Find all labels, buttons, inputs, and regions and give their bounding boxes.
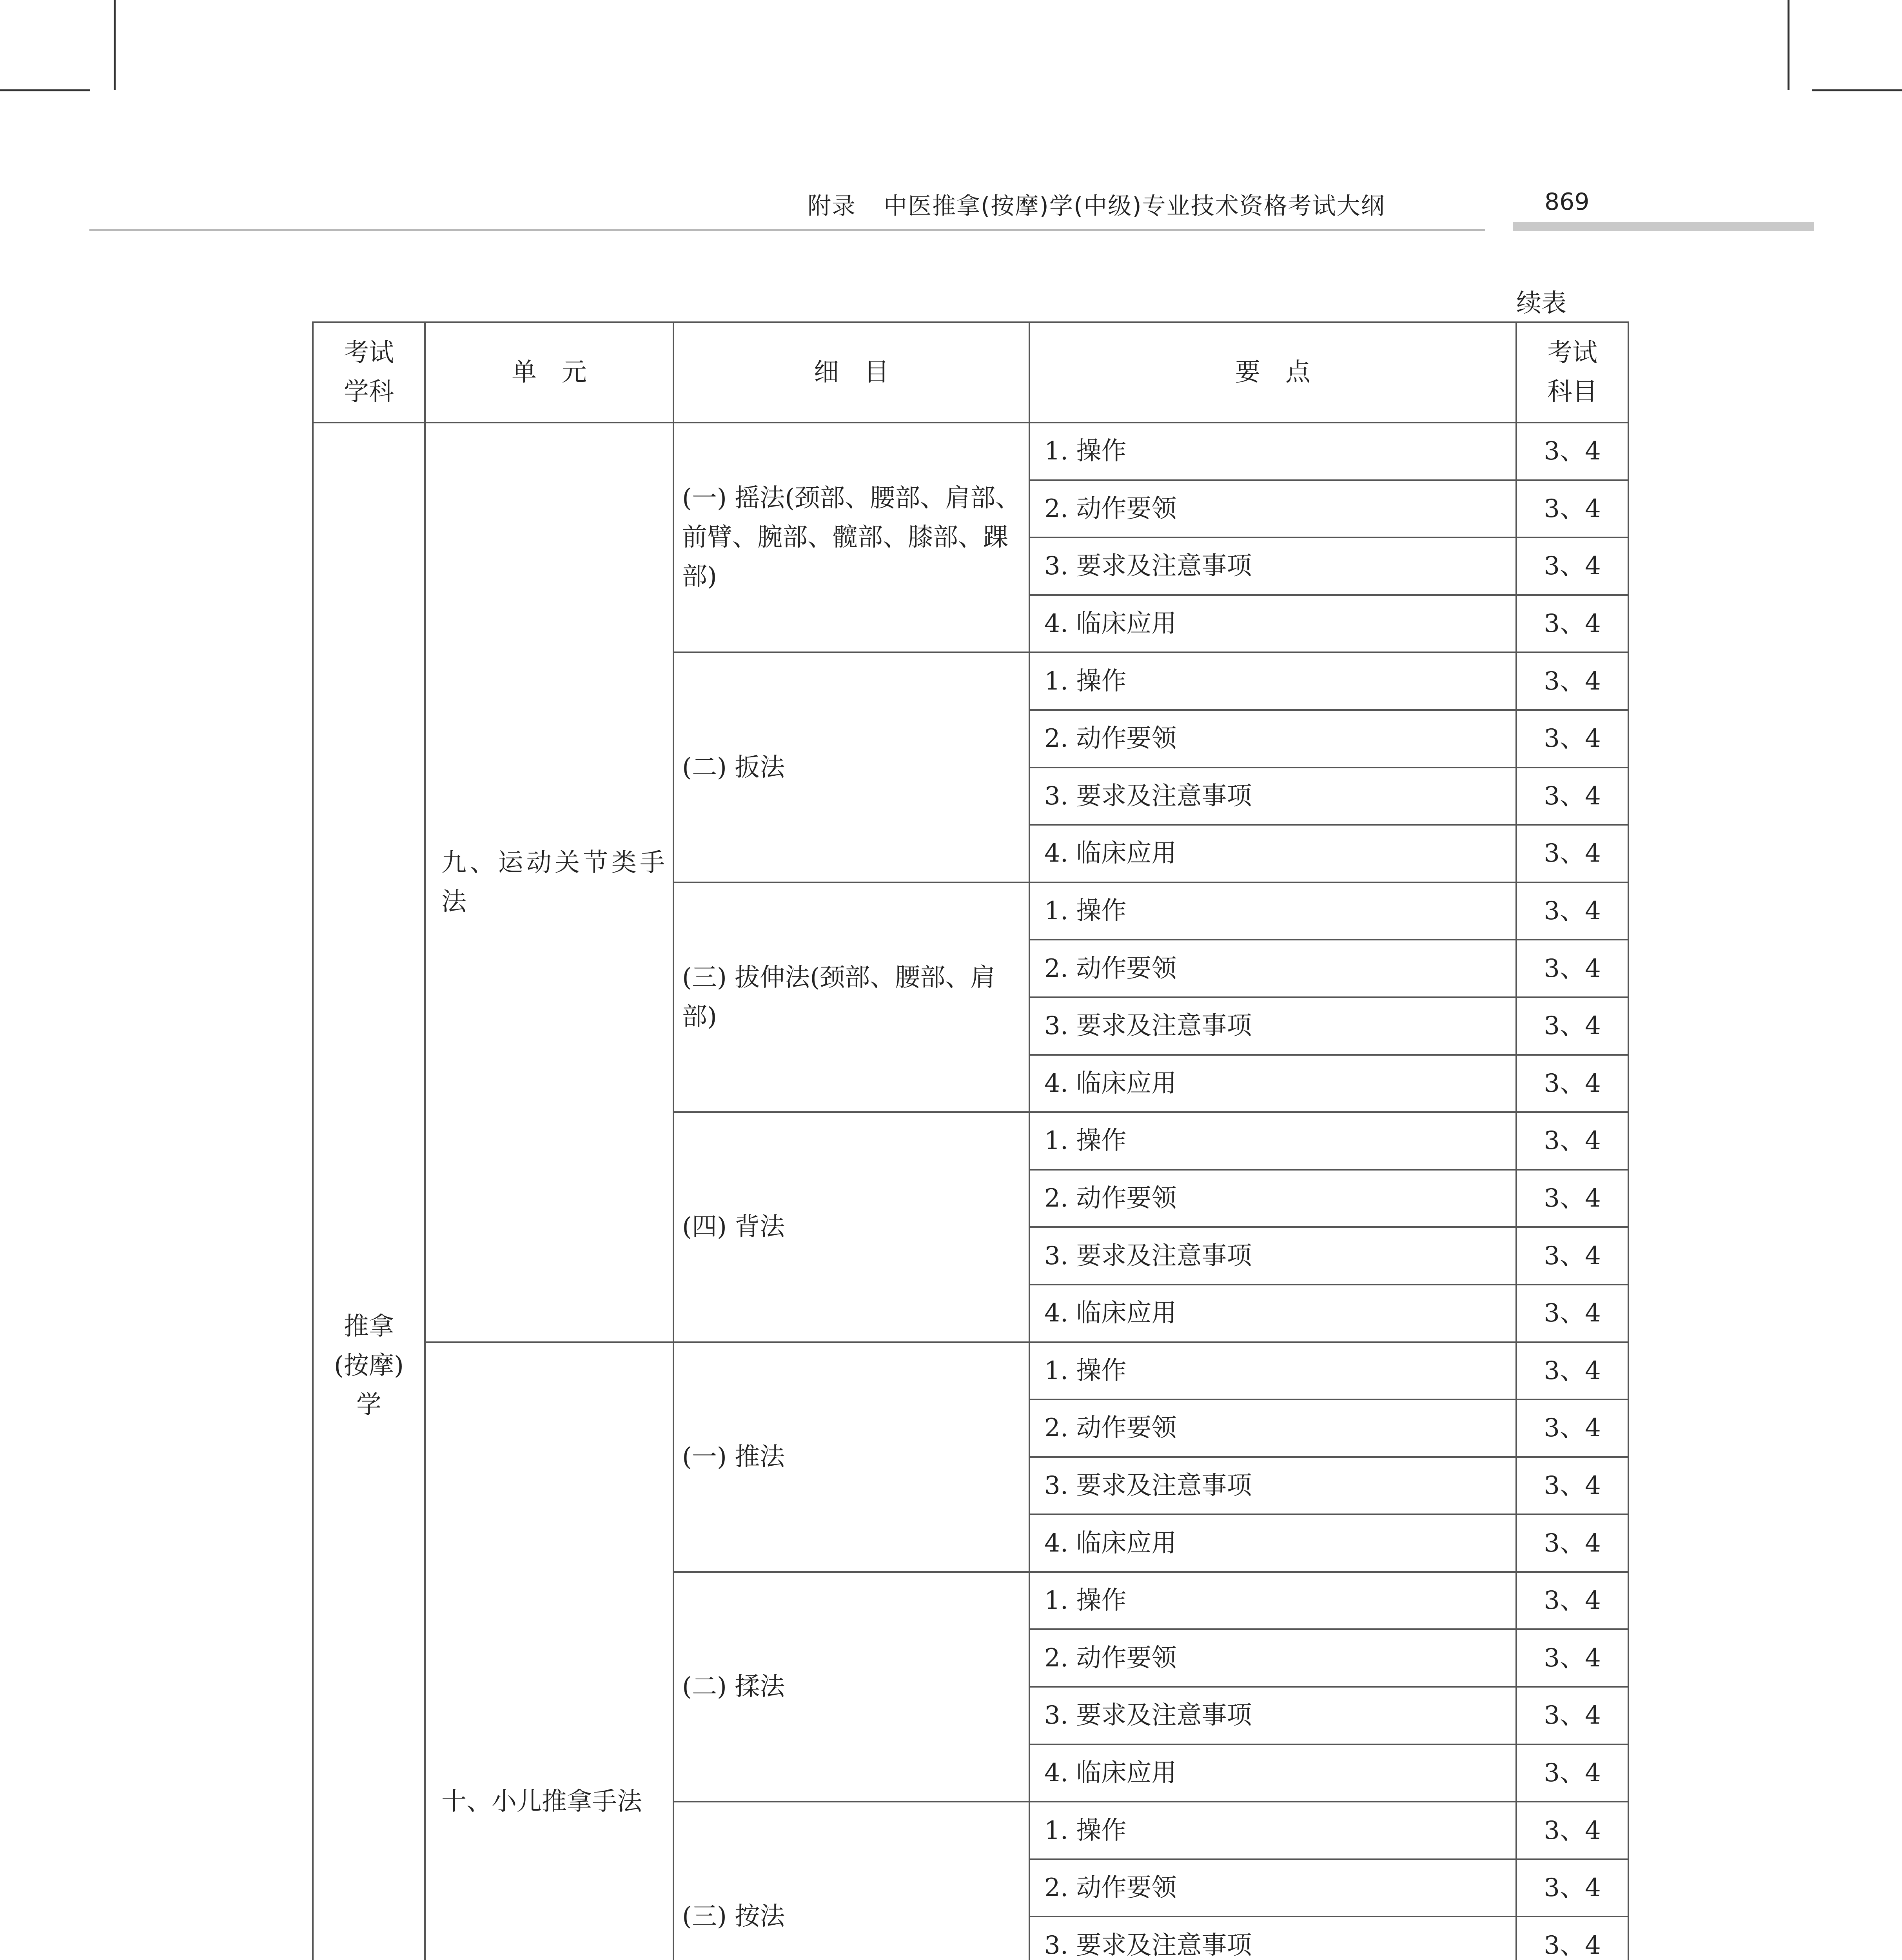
point-cell: 2. 动作要领	[1029, 1170, 1516, 1227]
exam-cell: 3、4	[1516, 997, 1628, 1055]
header-rule	[89, 229, 1485, 231]
exam-cell: 3、4	[1516, 1916, 1628, 1960]
exam-cell: 3、4	[1516, 1629, 1628, 1687]
point-cell: 1. 操作	[1029, 1572, 1516, 1630]
point-cell: 3. 要求及注意事项	[1029, 997, 1516, 1055]
exam-cell: 3、4	[1516, 1514, 1628, 1572]
running-header	[808, 187, 1385, 221]
point-cell: 1. 操作	[1029, 652, 1516, 710]
point-cell: 2. 动作要领	[1029, 480, 1516, 538]
table-row	[313, 1342, 1628, 1400]
crop-mark-top-right-v	[1788, 0, 1789, 90]
exam-cell: 3、4	[1516, 1055, 1628, 1112]
item-cell: (四) 背法	[673, 1112, 1029, 1342]
point-cell: 4. 临床应用	[1029, 595, 1516, 653]
crop-mark-top-left-v	[114, 0, 116, 90]
point-cell: 3. 要求及注意事项	[1029, 1687, 1516, 1744]
point-cell: 1. 操作	[1029, 1802, 1516, 1859]
col-header-exam: 考试 科目	[1516, 322, 1628, 423]
exam-cell: 3、4	[1516, 652, 1628, 710]
exam-cell: 3、4	[1516, 940, 1628, 997]
unit-cell: 九、运动关节类手法	[425, 423, 673, 1342]
exam-cell: 3、4	[1516, 1572, 1628, 1630]
point-cell: 3. 要求及注意事项	[1029, 537, 1516, 595]
col-header-point: 要 点	[1029, 322, 1516, 423]
point-cell: 2. 动作要领	[1029, 1859, 1516, 1917]
item-cell: (三) 按法	[673, 1802, 1029, 1960]
crop-mark-top-right-h	[1812, 89, 1902, 91]
exam-cell: 3、4	[1516, 595, 1628, 653]
point-cell: 4. 临床应用	[1029, 1514, 1516, 1572]
crop-mark-top-left-h	[0, 89, 90, 91]
exam-cell: 3、4	[1516, 1744, 1628, 1802]
exam-cell: 3、4	[1516, 768, 1628, 825]
item-cell: (三) 拔伸法(颈部、腰部、肩部)	[673, 882, 1029, 1112]
continued-label: 续表	[1516, 289, 1566, 318]
point-cell: 3. 要求及注意事项	[1029, 768, 1516, 825]
exam-cell: 3、4	[1516, 1687, 1628, 1744]
item-cell: (二) 扳法	[673, 652, 1029, 882]
exam-cell: 3、4	[1516, 1457, 1628, 1515]
unit-cell: 十、小儿推拿手法	[425, 1342, 673, 1960]
point-cell: 1. 操作	[1029, 1342, 1516, 1400]
col-header-item: 细 目	[673, 322, 1029, 423]
point-cell: 3. 要求及注意事项	[1029, 1457, 1516, 1515]
col-header-subject: 考试 学科	[313, 322, 425, 423]
item-cell: (一) 摇法(颈部、腰部、肩部、前臂、腕部、髋部、膝部、踝部)	[673, 423, 1029, 652]
table-row	[313, 423, 1628, 480]
header-rule-accent	[1513, 222, 1814, 231]
point-cell: 1. 操作	[1029, 423, 1516, 480]
item-cell: (二) 揉法	[673, 1572, 1029, 1802]
point-cell: 2. 动作要领	[1029, 1399, 1516, 1457]
point-cell: 3. 要求及注意事项	[1029, 1916, 1516, 1960]
header-section: 附录	[808, 192, 856, 220]
point-cell: 1. 操作	[1029, 882, 1516, 940]
point-cell: 4. 临床应用	[1029, 1055, 1516, 1112]
point-cell: 4. 临床应用	[1029, 1285, 1516, 1342]
exam-cell: 3、4	[1516, 710, 1628, 768]
exam-cell: 3、4	[1516, 537, 1628, 595]
exam-cell: 3、4	[1516, 1112, 1628, 1170]
table-header-row	[313, 322, 1628, 423]
exam-cell: 3、4	[1516, 825, 1628, 882]
exam-cell: 3、4	[1516, 1227, 1628, 1285]
exam-cell: 3、4	[1516, 1802, 1628, 1859]
page-number: 869	[1544, 188, 1590, 216]
point-cell: 1. 操作	[1029, 1112, 1516, 1170]
col-header-unit: 单 元	[425, 322, 673, 423]
point-cell: 2. 动作要领	[1029, 1629, 1516, 1687]
syllabus-table	[312, 321, 1629, 1960]
item-cell: (一) 推法	[673, 1342, 1029, 1572]
exam-cell: 3、4	[1516, 423, 1628, 480]
exam-cell: 3、4	[1516, 882, 1628, 940]
subject-cell: 推拿 (按摩) 学	[313, 423, 425, 1960]
exam-cell: 3、4	[1516, 1859, 1628, 1917]
point-cell: 3. 要求及注意事项	[1029, 1227, 1516, 1285]
exam-cell: 3、4	[1516, 1342, 1628, 1400]
header-title: 中医推拿(按摩)学(中级)专业技术资格考试大纲	[884, 192, 1385, 220]
exam-cell: 3、4	[1516, 1285, 1628, 1342]
exam-cell: 3、4	[1516, 1399, 1628, 1457]
exam-cell: 3、4	[1516, 1170, 1628, 1227]
point-cell: 2. 动作要领	[1029, 710, 1516, 768]
exam-cell: 3、4	[1516, 480, 1628, 538]
point-cell: 2. 动作要领	[1029, 940, 1516, 997]
point-cell: 4. 临床应用	[1029, 825, 1516, 882]
point-cell: 4. 临床应用	[1029, 1744, 1516, 1802]
